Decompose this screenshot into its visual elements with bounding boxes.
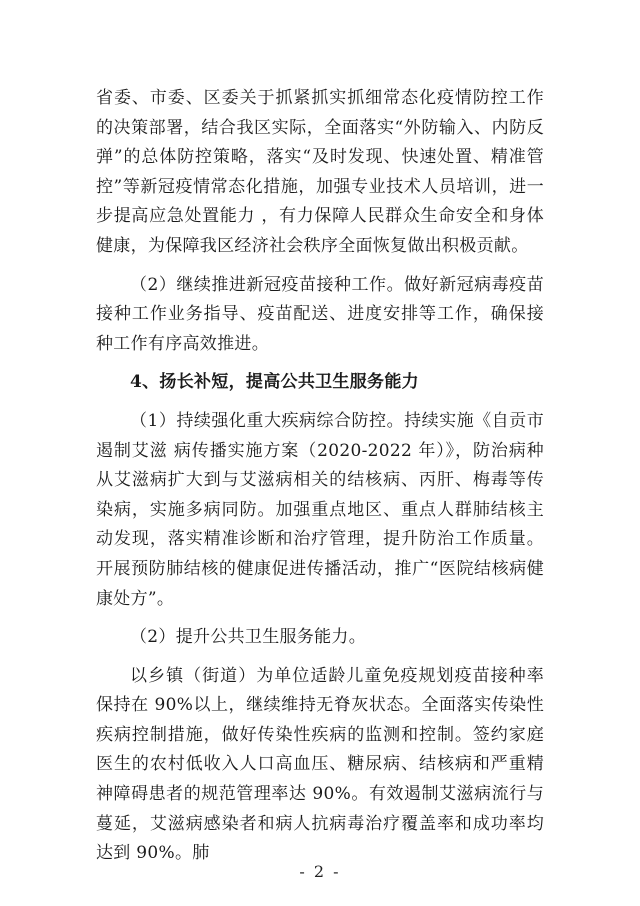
paragraph-epidemic-strategy: 省委、市委、区委关于抓紧抓实抓细常态化疫情防控工作的决策部署，结合我区实际，全面落实“外防输入、内防反弹”的总体防控策略，落实“及时发现、快速处置、精准管控”等新冠疫情常态化措施，加强专业技术人员培训，进一步提高应急处置能力 ，有力保障人民群众生命安全和身体健康，为保障我区经济社会秩序全面恢复做出积极贡献。 (96, 88, 544, 256)
document-body (96, 84, 544, 869)
paragraph-immunization-targets: 以乡镇（街道）为单位适龄儿童免疫规划疫苗接种率保持在 90%以上，继续维持无脊灰状态。全面落实传染性疾病控制措施，做好传染性疾病的监测和控制。签约家庭医生的农村低收入人口高血压、糖尿病、结核病和严重精神障碍患者的规范管理率达 90%。有效遏制艾滋病流行与蔓延，艾滋病感染者和病人抗病毒治疗覆盖率和成功率均达到 90%。肺 (96, 665, 544, 864)
paragraph-vaccination: （2）继续推进新冠疫苗接种工作。做好新冠病毒疫苗接种工作业务指导、疫苗配送、进度安排等工作，确保接种工作有序高效推进。 (96, 274, 544, 354)
paragraph-disease-control: （1）持续强化重大疾病综合防控。持续实施《自贡市遏制艾滋 病传播实施方案（2020-2022 年）》，防治病种从艾滋病扩大到与艾滋病相关的结核病、丙肝、梅毒等传染病，实施多病同防。加强重点地区、重点人群肺结核主动发现，落实精准诊断和治疗管理，提升防治工作质量。开展预防肺结核的健康促进传播活动，推广“医院结核病健康处方”。 (96, 410, 544, 609)
page-number: - 2 - (299, 862, 341, 881)
section-heading-public-health: 4、扬长补短，提高公共卫生服务能力 (130, 372, 419, 393)
paragraph-service-capacity: （2）提升公共卫生服务能力。 (130, 627, 367, 648)
